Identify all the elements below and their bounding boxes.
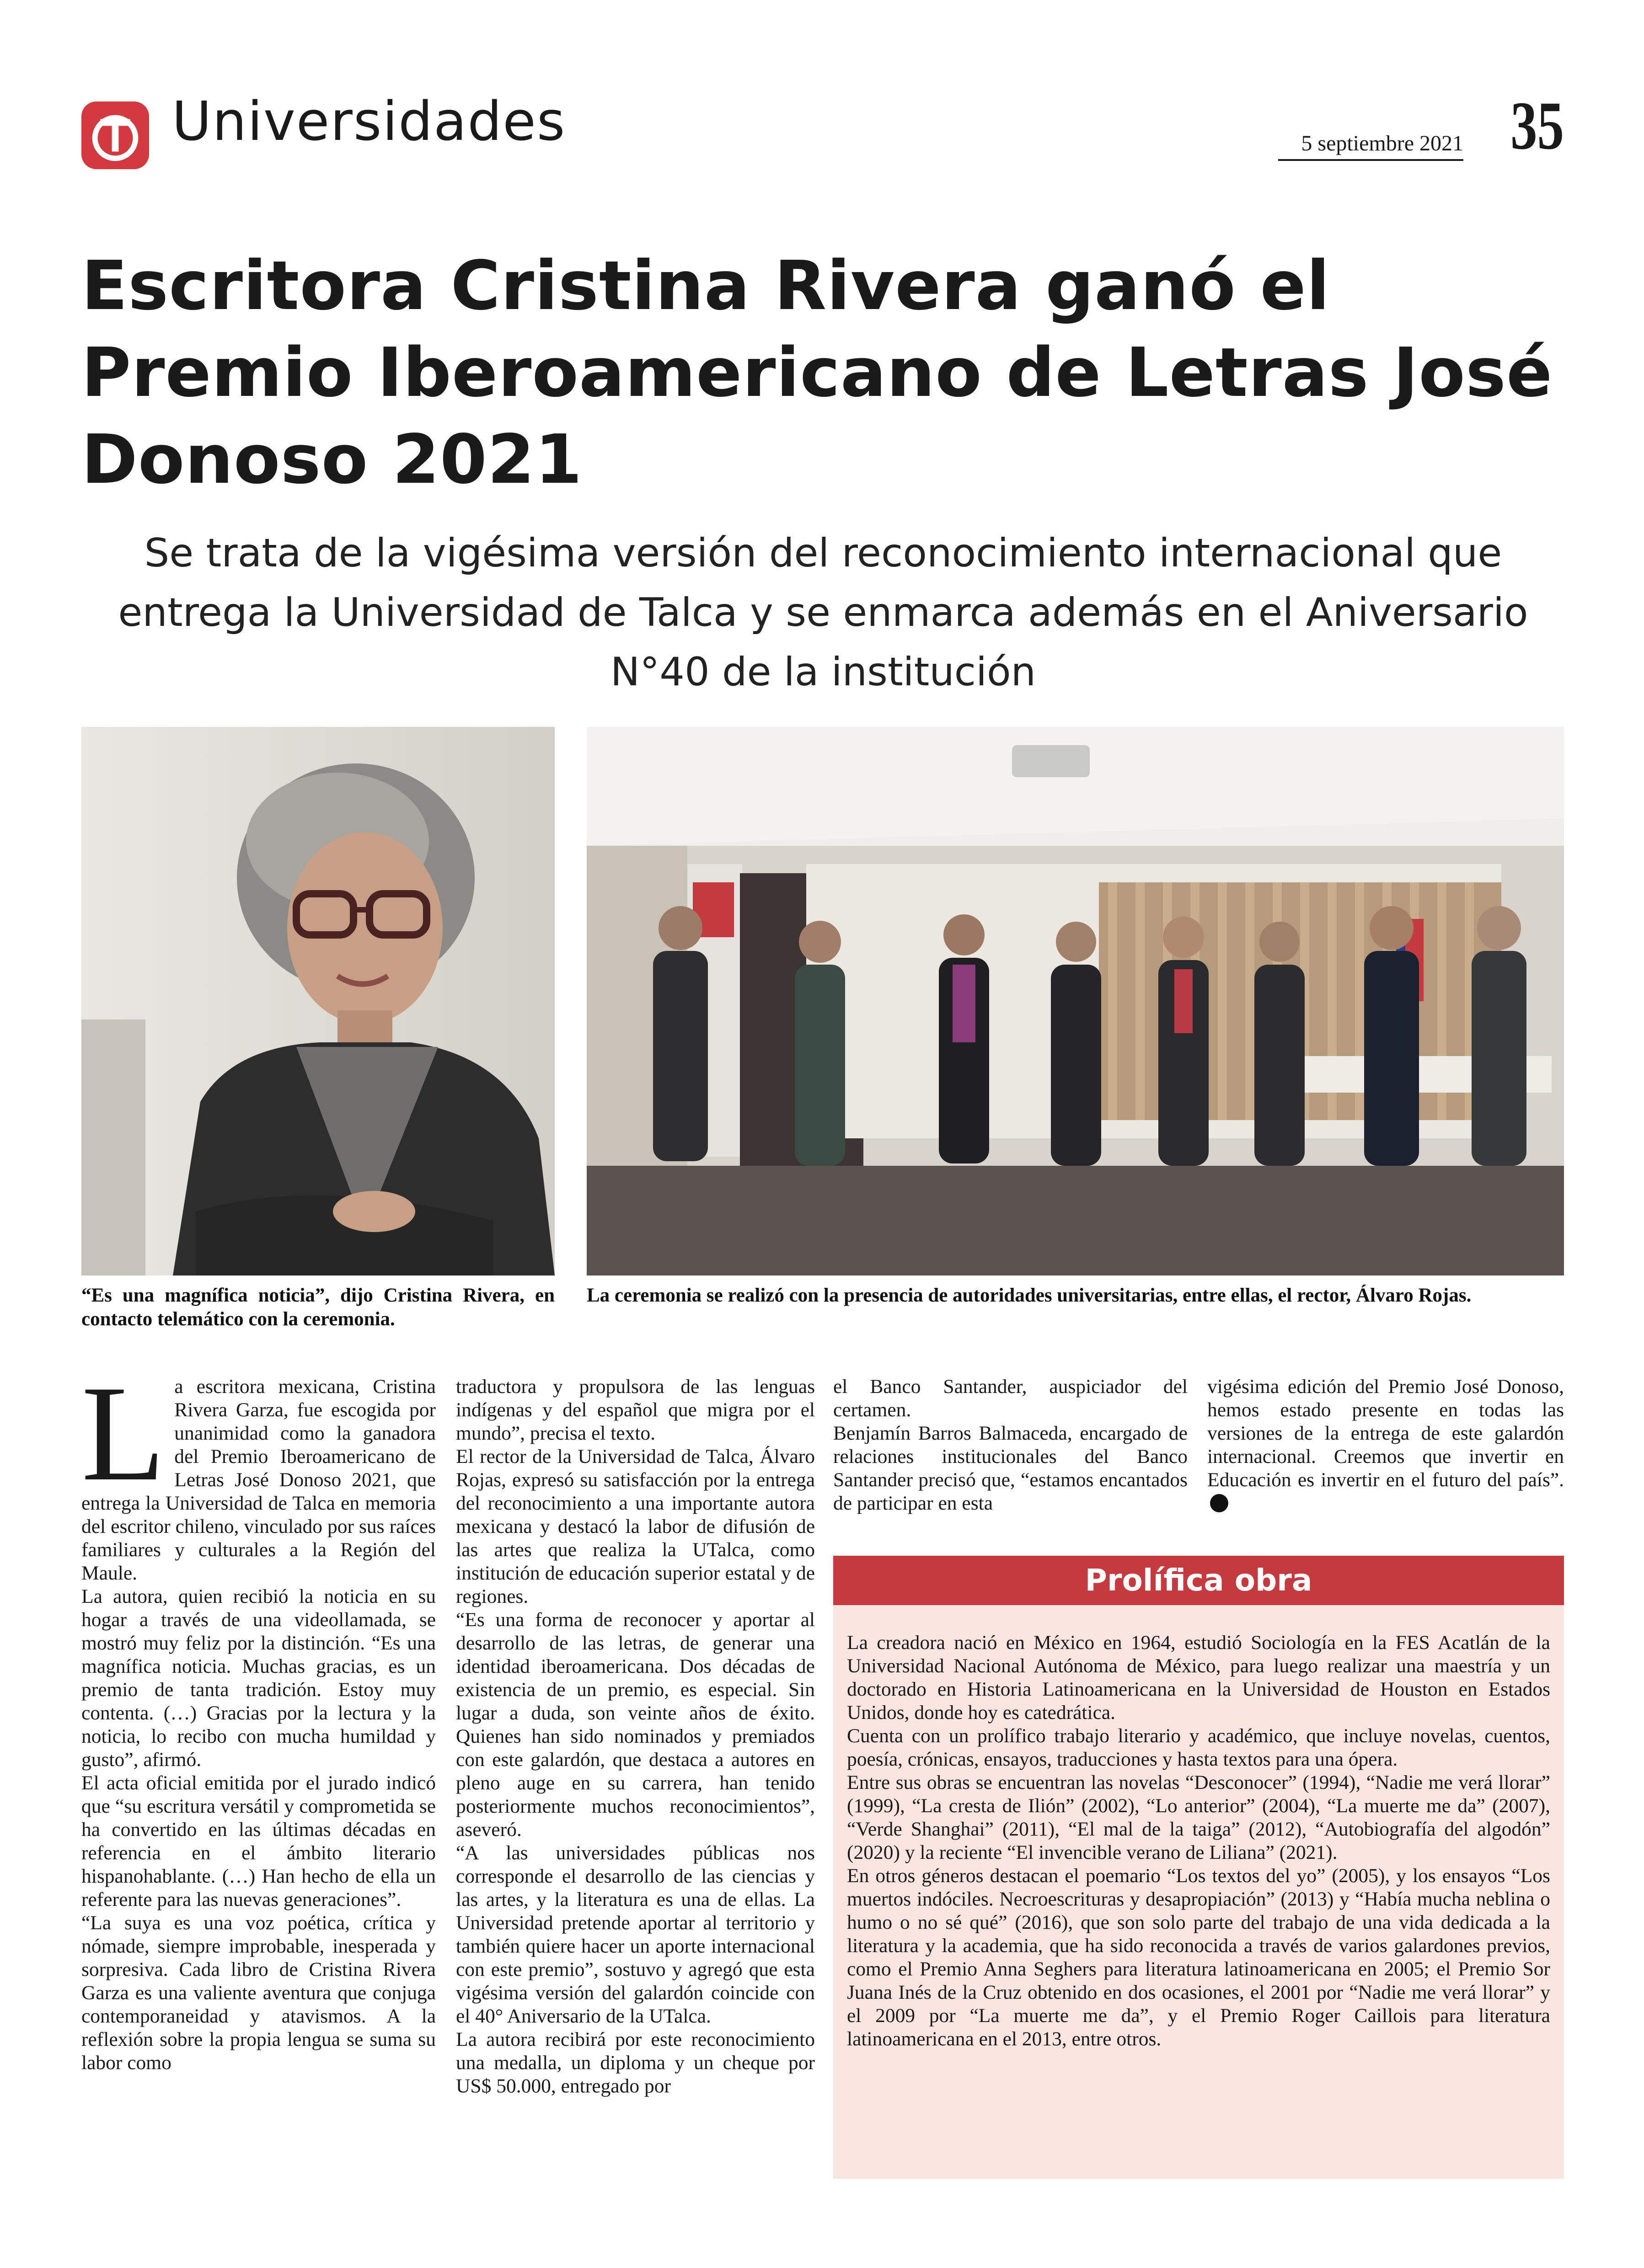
box-title: Prolífica obra <box>833 1556 1564 1605</box>
box-paragraph: Entre sus obras se encuentran las novelas “Desconocer” (1994), “Nadie me verá llorar” (1999), “La cresta de Ilión” (2002), “Lo anterior” (2004), “La muerte me da” (2007), “Verde Shanghai” (2011), “El mal de la taiga” (2012), “Autobiografía del algodón” (2020) y la reciente “El invencible verano de Liliana” (2021). <box>847 1772 1550 1863</box>
end-mark-icon <box>1210 1494 1228 1512</box>
page-number: 35 <box>1510 88 1564 164</box>
portrait-caption: “Es una magnífica noticia”, dijo Cristina Rivera, en contacto telemático con la ceremonia. <box>81 1285 555 1330</box>
paragraph: el Banco Santander, auspiciador del certamen. <box>833 1376 1188 1421</box>
section-title: Universidades <box>172 90 566 153</box>
portrait-photo <box>81 727 555 1275</box>
paragraph: “La suya es una voz poética, crítica y nómade, siempre improbable, inesperada y sorpresiva. Cada libro de Cristina Rivera Garza es una valiente aventura que conjuga contemporaneidad y atavismos. A la reflexión sobre la propia lengua se suma su labor como <box>81 1912 436 2074</box>
date-underline <box>1278 159 1463 161</box>
article-column-2 <box>456 1375 815 2098</box>
article-headline: Escritora Cristina Rivera ganó el Premio Iberoamericano de Letras José Donoso 2021 <box>81 246 1553 499</box>
paragraph: La autora, quien recibió la noticia en su hogar a través de una videollamada, se mostró muy feliz por la distinción. “Es una magnífica noticia. Muchas gracias, es un premio de tanta tradición. Estoy muy contenta. (…) Gracias por la lectura y la noticia, lo recibo con mucha humildad y gusto”, afirmó. <box>81 1585 436 1771</box>
article-column-3 <box>833 1375 1188 1515</box>
issue-date: 5 septiembre 2021 <box>1301 131 1463 155</box>
paragraph: a escritora mexicana, Cristina Rivera Garza, fue escogida por unanimidad como la ganadora del Premio Iberoamericano de Letras José Donoso 2021, que entrega la Universidad de Talca en memoria del escritor chileno, vinculado por sus raíces familiares y culturales a la Región del Maule. <box>81 1376 436 1584</box>
newspaper-logo-icon <box>81 101 149 169</box>
article-subheadline: Se trata de la vigésima versión del reconocimiento internacional que entrega la Universidad de Talca y se enmarca además en el Aniversario N°40 de la institución <box>118 530 1528 695</box>
drop-cap: L <box>81 1357 166 1509</box>
paragraph: “Es una forma de reconocer y aportar al desarrollo de las letras, de generar una identidad iberoamericana. Dos décadas de existencia de un premio, es especial. Sin lugar a duda, son veinte años de éxito. Quienes han sido nominados y premiados con este galardón, que destaca a autores en pleno auge en su carrera, han tenido posteriormente muchos reconocimientos”, aseveró. <box>456 1609 815 1841</box>
ceremony-caption: La ceremonia se realizó con la presencia de autoridades universitarias, entre ellas, el rector, Álvaro Rojas. <box>587 1285 1472 1306</box>
ceremony-photo <box>587 727 1564 1275</box>
paragraph: traductora y propulsora de las lenguas indígenas y del español que migra por el mundo”, precisa el texto. <box>456 1376 815 1444</box>
paragraph: El acta oficial emitida por el jurado indicó que “su escritura versátil y comprometida se ha convertido en las últimas décadas en referencia en el ámbito literario hispanohablante. (…) Han hecho de ella un referente para las nuevas generaciones”. <box>81 1772 436 1910</box>
box-text <box>847 1631 1550 2051</box>
paragraph: El rector de la Universidad de Talca, Álvaro Rojas, expresó su satisfacción por la entrega del reconocimiento a una importante autora mexicana y destacó la labor de difusión de las artes que realiza la UTalca, como institución de educación superior estatal y de regiones. <box>456 1446 815 1607</box>
box-paragraph: La creadora nació en México en 1964, estudió Sociología en la FES Acatlán de la Universidad Nacional Autónoma de México, para luego realizar una maestría y un doctorado en Historia Latinoamericana en la Universidad de Houston en Estados Unidos, donde hoy es catedrática. <box>847 1632 1550 1724</box>
box-paragraph: Cuenta con un prolífico trabajo literario y académico, que incluye novelas, cuentos, poesía, crónicas, ensayos, traducciones y hasta textos para una ópera. <box>847 1725 1550 1770</box>
paragraph: La autora recibirá por este reconocimiento una medalla, un diploma y un cheque por US$ 50.000, entregado por <box>456 2028 815 2097</box>
paragraph: “A las universidades públicas nos corresponde el desarrollo de las ciencias y las artes, y la literatura es una de ellas. La Universidad pretende aportar al territorio y también quiere hacer un aporte internacional con este premio”, sostuvo y agregó que esta vigésima versión del galardón coincide con el 40° Aniversario de la UTalca. <box>456 1842 815 2027</box>
article-column-4 <box>1207 1375 1564 1515</box>
box-paragraph: En otros géneros destacan el poemario “Los textos del yo” (2005), y los ensayos “Los muertos indóciles. Necroescrituras y desapropiación” (2013) y “Había mucha neblina o humo o no sé qué” (2016), que son solo parte del trabajo de una vida dedicada a la literatura y la academia, que ha sido reconocida a través de varios galardones previos, como el Premio Anna Seghers para literatura latinoamericana en 2005; el Premio Sor Juana Inés de la Cruz obtenido en dos ocasiones, el 2001 por “Nadie me verá llorar” y el 2009 por “La muerte me da”, y el Premio Roger Caillois para literatura latinoamericana en el 2013, entre otros. <box>847 1865 1550 2050</box>
paragraph: vigésima edición del Premio José Donoso, hemos estado presente en todas las versiones de la entrega de este galardón internacional. Creemos que invertir en Educación es invertir en el futuro del país”. <box>1207 1376 1564 1491</box>
article-column-1 <box>81 1357 436 2075</box>
paragraph: Benjamín Barros Balmaceda, encargado de relaciones institucionales del Banco Santander precisó que, “estamos encantados de participar en esta <box>833 1422 1188 1514</box>
